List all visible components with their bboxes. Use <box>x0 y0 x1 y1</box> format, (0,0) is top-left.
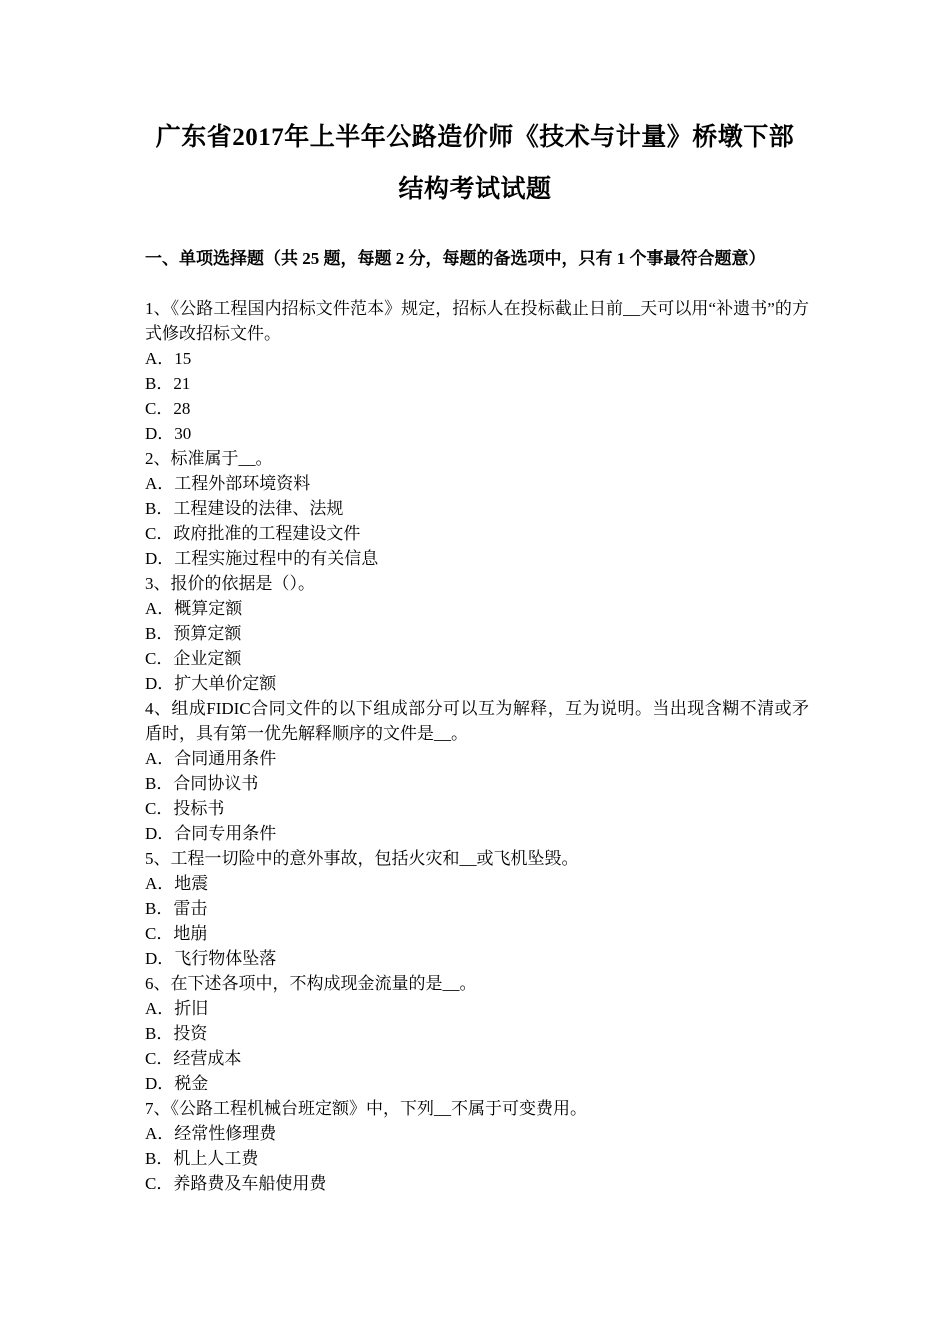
answer-option: A．概算定额 <box>145 599 243 618</box>
question-item <box>145 971 809 1096</box>
answer-option: A．合同通用条件 <box>145 749 277 768</box>
answer-option: D．税金 <box>145 1074 209 1093</box>
answer-option: A．经常性修理费 <box>145 1124 277 1143</box>
question-stem: 7、《公路工程机械台班定额》中，下列__不属于可变费用。 <box>145 1099 587 1118</box>
question-item <box>145 571 809 696</box>
answer-option: B．合同协议书 <box>145 774 259 793</box>
answer-option: A．折旧 <box>145 999 209 1018</box>
question-item <box>145 296 809 446</box>
answer-option: D．工程实施过程中的有关信息 <box>145 549 379 568</box>
answer-option: B．工程建设的法律、法规 <box>145 499 344 518</box>
answer-option: C．地崩 <box>145 924 208 943</box>
title-line-2: 结构考试试题 <box>398 176 552 203</box>
answer-option: C．企业定额 <box>145 649 242 668</box>
question-stem: 5、工程一切险中的意外事故，包括火灾和__或飞机坠毁。 <box>145 849 579 868</box>
question-item <box>145 446 809 571</box>
answer-option: C．养路费及车船使用费 <box>145 1174 327 1193</box>
answer-option: A．地震 <box>145 874 209 893</box>
answer-option: D．扩大单价定额 <box>145 674 277 693</box>
question-stem: 2、标准属于__。 <box>145 449 273 468</box>
question-item <box>145 846 809 971</box>
answer-option: C．经营成本 <box>145 1049 242 1068</box>
answer-option: B．21 <box>145 374 191 393</box>
answer-option: C．政府批准的工程建设文件 <box>145 524 361 543</box>
answer-option: C．28 <box>145 399 191 418</box>
answer-option: B．机上人工费 <box>145 1149 259 1168</box>
question-item <box>145 1096 809 1196</box>
answer-option: D．飞行物体坠落 <box>145 949 277 968</box>
question-list <box>145 296 809 1196</box>
answer-option: D．30 <box>145 424 192 443</box>
answer-option: B．投资 <box>145 1024 208 1043</box>
answer-option: A．15 <box>145 349 192 368</box>
question-stem: 4、组成FIDIC合同文件的以下组成部分可以互为解释，互为说明。当出现含糊不清或矛盾时，具有第一优先解释顺序的文件是__。 <box>145 699 809 743</box>
answer-option: A．工程外部环境资料 <box>145 474 311 493</box>
title-line-1: 广东省2017年上半年公路造价师《技术与计量》桥墩下部 <box>155 124 795 151</box>
question-item <box>145 696 809 846</box>
answer-option: B．雷击 <box>145 899 208 918</box>
document-title <box>120 112 830 216</box>
question-stem: 6、在下述各项中，不构成现金流量的是__。 <box>145 974 477 993</box>
section-heading: 一、单项选择题（共 25 题，每题 2 分，每题的备选项中，只有 1 个事最符合题意） <box>145 249 766 268</box>
answer-option: C．投标书 <box>145 799 225 818</box>
question-stem: 1、《公路工程国内招标文件范本》规定，招标人在投标截止日前__天可以用“补遗书”的方式修改招标文件。 <box>145 299 809 343</box>
question-stem: 3、报价的依据是（）。 <box>145 574 315 593</box>
answer-option: D．合同专用条件 <box>145 824 277 843</box>
answer-option: B．预算定额 <box>145 624 242 643</box>
